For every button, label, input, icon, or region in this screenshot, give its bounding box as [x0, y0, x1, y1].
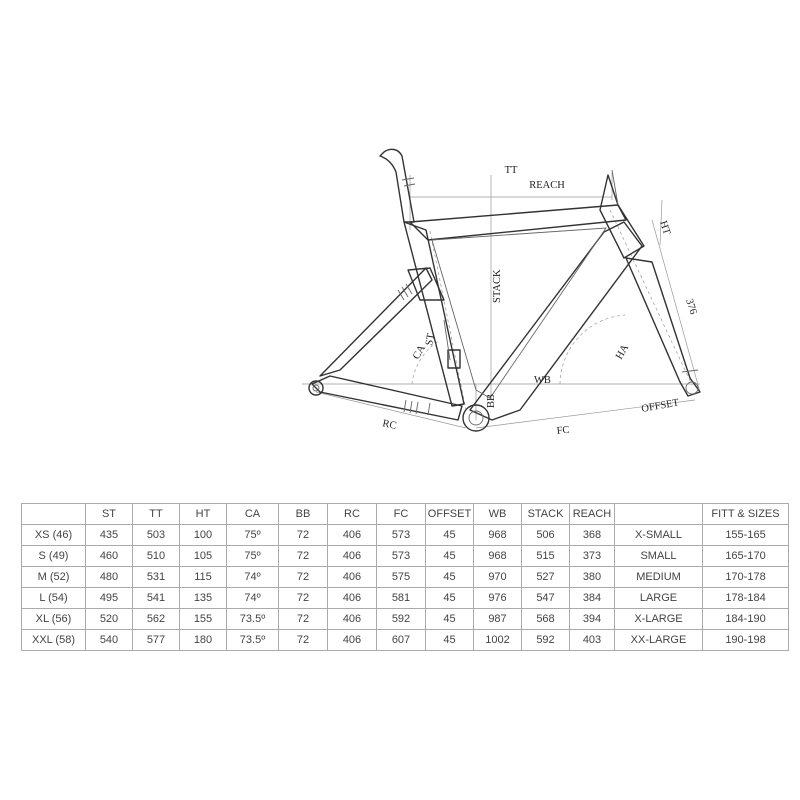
- header-ca: CA: [227, 504, 279, 525]
- offset-label: OFFSET: [640, 397, 680, 415]
- table-cell: M (52): [22, 567, 86, 588]
- table-cell: 527: [522, 567, 570, 588]
- table-cell: 135: [180, 588, 227, 609]
- table-cell: 380: [570, 567, 615, 588]
- table-cell: 968: [474, 546, 522, 567]
- table-cell: 190-198: [703, 630, 789, 651]
- header-ht: HT: [180, 504, 227, 525]
- header-bb: BB: [279, 504, 328, 525]
- table-cell: 976: [474, 588, 522, 609]
- table-cell: 547: [522, 588, 570, 609]
- wb-label: WB: [534, 375, 551, 386]
- table-cell: 75º: [227, 546, 279, 567]
- table-cell: 577: [133, 630, 180, 651]
- table-cell: 373: [570, 546, 615, 567]
- ha-label: HA: [614, 342, 632, 362]
- table-cell: XXL (58): [22, 630, 86, 651]
- geometry-table: [21, 503, 789, 651]
- table-cell: 406: [328, 630, 377, 651]
- table-header-row: [22, 504, 789, 525]
- table-cell: LARGE: [615, 588, 703, 609]
- table-cell: 592: [522, 630, 570, 651]
- table-cell: 184-190: [703, 609, 789, 630]
- ca-label: CA: [411, 343, 428, 362]
- table-cell: MEDIUM: [615, 567, 703, 588]
- rc-label: RC: [381, 418, 398, 432]
- table-cell: 45: [426, 588, 474, 609]
- table-cell: 406: [328, 546, 377, 567]
- header-fc: FC: [377, 504, 426, 525]
- table-cell: 406: [328, 567, 377, 588]
- table-cell: XS (46): [22, 525, 86, 546]
- table-cell: 435: [86, 525, 133, 546]
- table-cell: 45: [426, 609, 474, 630]
- table-cell: 165-170: [703, 546, 789, 567]
- table-cell: S (49): [22, 546, 86, 567]
- table-cell: 45: [426, 546, 474, 567]
- table-cell: 394: [570, 609, 615, 630]
- table-cell: 45: [426, 525, 474, 546]
- table-cell: 495: [86, 588, 133, 609]
- table-cell: 592: [377, 609, 426, 630]
- table-cell: 406: [328, 588, 377, 609]
- bb-label: BB: [486, 393, 497, 408]
- header-rc: RC: [328, 504, 377, 525]
- table-cell: 72: [279, 567, 328, 588]
- table-row: [22, 609, 789, 630]
- table-cell: 562: [133, 609, 180, 630]
- table-cell: 987: [474, 609, 522, 630]
- table-cell: 100: [180, 525, 227, 546]
- table-cell: L (54): [22, 588, 86, 609]
- table-row: [22, 567, 789, 588]
- stack-label: STACK: [492, 269, 503, 303]
- table-cell: 115: [180, 567, 227, 588]
- table-cell: 178-184: [703, 588, 789, 609]
- table-cell: SMALL: [615, 546, 703, 567]
- header-offset: OFFSET: [426, 504, 474, 525]
- table-cell: 155-165: [703, 525, 789, 546]
- table-cell: 74º: [227, 567, 279, 588]
- table-cell: 406: [328, 609, 377, 630]
- table-cell: 968: [474, 525, 522, 546]
- table-cell: 72: [279, 588, 328, 609]
- header-size-name: [615, 504, 703, 525]
- table-cell: 541: [133, 588, 180, 609]
- table-row: [22, 630, 789, 651]
- table-cell: 170-178: [703, 567, 789, 588]
- fork-length-label: 376: [683, 297, 699, 316]
- header-fitt-sizes: FITT & SIZES: [703, 504, 789, 525]
- table-cell: 480: [86, 567, 133, 588]
- table-cell: 581: [377, 588, 426, 609]
- table-cell: 607: [377, 630, 426, 651]
- table-cell: 72: [279, 546, 328, 567]
- table-cell: 520: [86, 609, 133, 630]
- table-cell: 503: [133, 525, 180, 546]
- st-label: ST: [424, 332, 438, 347]
- table-cell: 970: [474, 567, 522, 588]
- table-cell: 575: [377, 567, 426, 588]
- table-cell: 72: [279, 525, 328, 546]
- header-reach: REACH: [570, 504, 615, 525]
- table-cell: 573: [377, 525, 426, 546]
- header-size: [22, 504, 86, 525]
- table-cell: 406: [328, 525, 377, 546]
- table-cell: XL (56): [22, 609, 86, 630]
- table-cell: 73.5º: [227, 630, 279, 651]
- table-cell: 460: [86, 546, 133, 567]
- table-cell: 1002: [474, 630, 522, 651]
- table-cell: 515: [522, 546, 570, 567]
- table-cell: 74º: [227, 588, 279, 609]
- header-wb: WB: [474, 504, 522, 525]
- table-cell: 75º: [227, 525, 279, 546]
- ht-label: HT: [657, 219, 672, 237]
- table-cell: 506: [522, 525, 570, 546]
- table-cell: 73.5º: [227, 609, 279, 630]
- table-cell: 573: [377, 546, 426, 567]
- table-cell: X-LARGE: [615, 609, 703, 630]
- fc-label: FC: [556, 424, 571, 437]
- table-cell: 105: [180, 546, 227, 567]
- table-cell: 368: [570, 525, 615, 546]
- table-cell: XX-LARGE: [615, 630, 703, 651]
- header-stack: STACK: [522, 504, 570, 525]
- reach-label: REACH: [529, 180, 565, 191]
- table-cell: 531: [133, 567, 180, 588]
- table-cell: X-SMALL: [615, 525, 703, 546]
- table-row: [22, 546, 789, 567]
- header-tt: TT: [133, 504, 180, 525]
- table-cell: 45: [426, 630, 474, 651]
- table-cell: 72: [279, 630, 328, 651]
- table-cell: 510: [133, 546, 180, 567]
- table-cell: 384: [570, 588, 615, 609]
- table-cell: 45: [426, 567, 474, 588]
- table-cell: 403: [570, 630, 615, 651]
- table-row: [22, 588, 789, 609]
- table-cell: 540: [86, 630, 133, 651]
- table-row: [22, 525, 789, 546]
- table-cell: 180: [180, 630, 227, 651]
- tt-label: TT: [504, 165, 518, 176]
- table-cell: 155: [180, 609, 227, 630]
- header-st: ST: [86, 504, 133, 525]
- table-cell: 568: [522, 609, 570, 630]
- table-cell: 72: [279, 609, 328, 630]
